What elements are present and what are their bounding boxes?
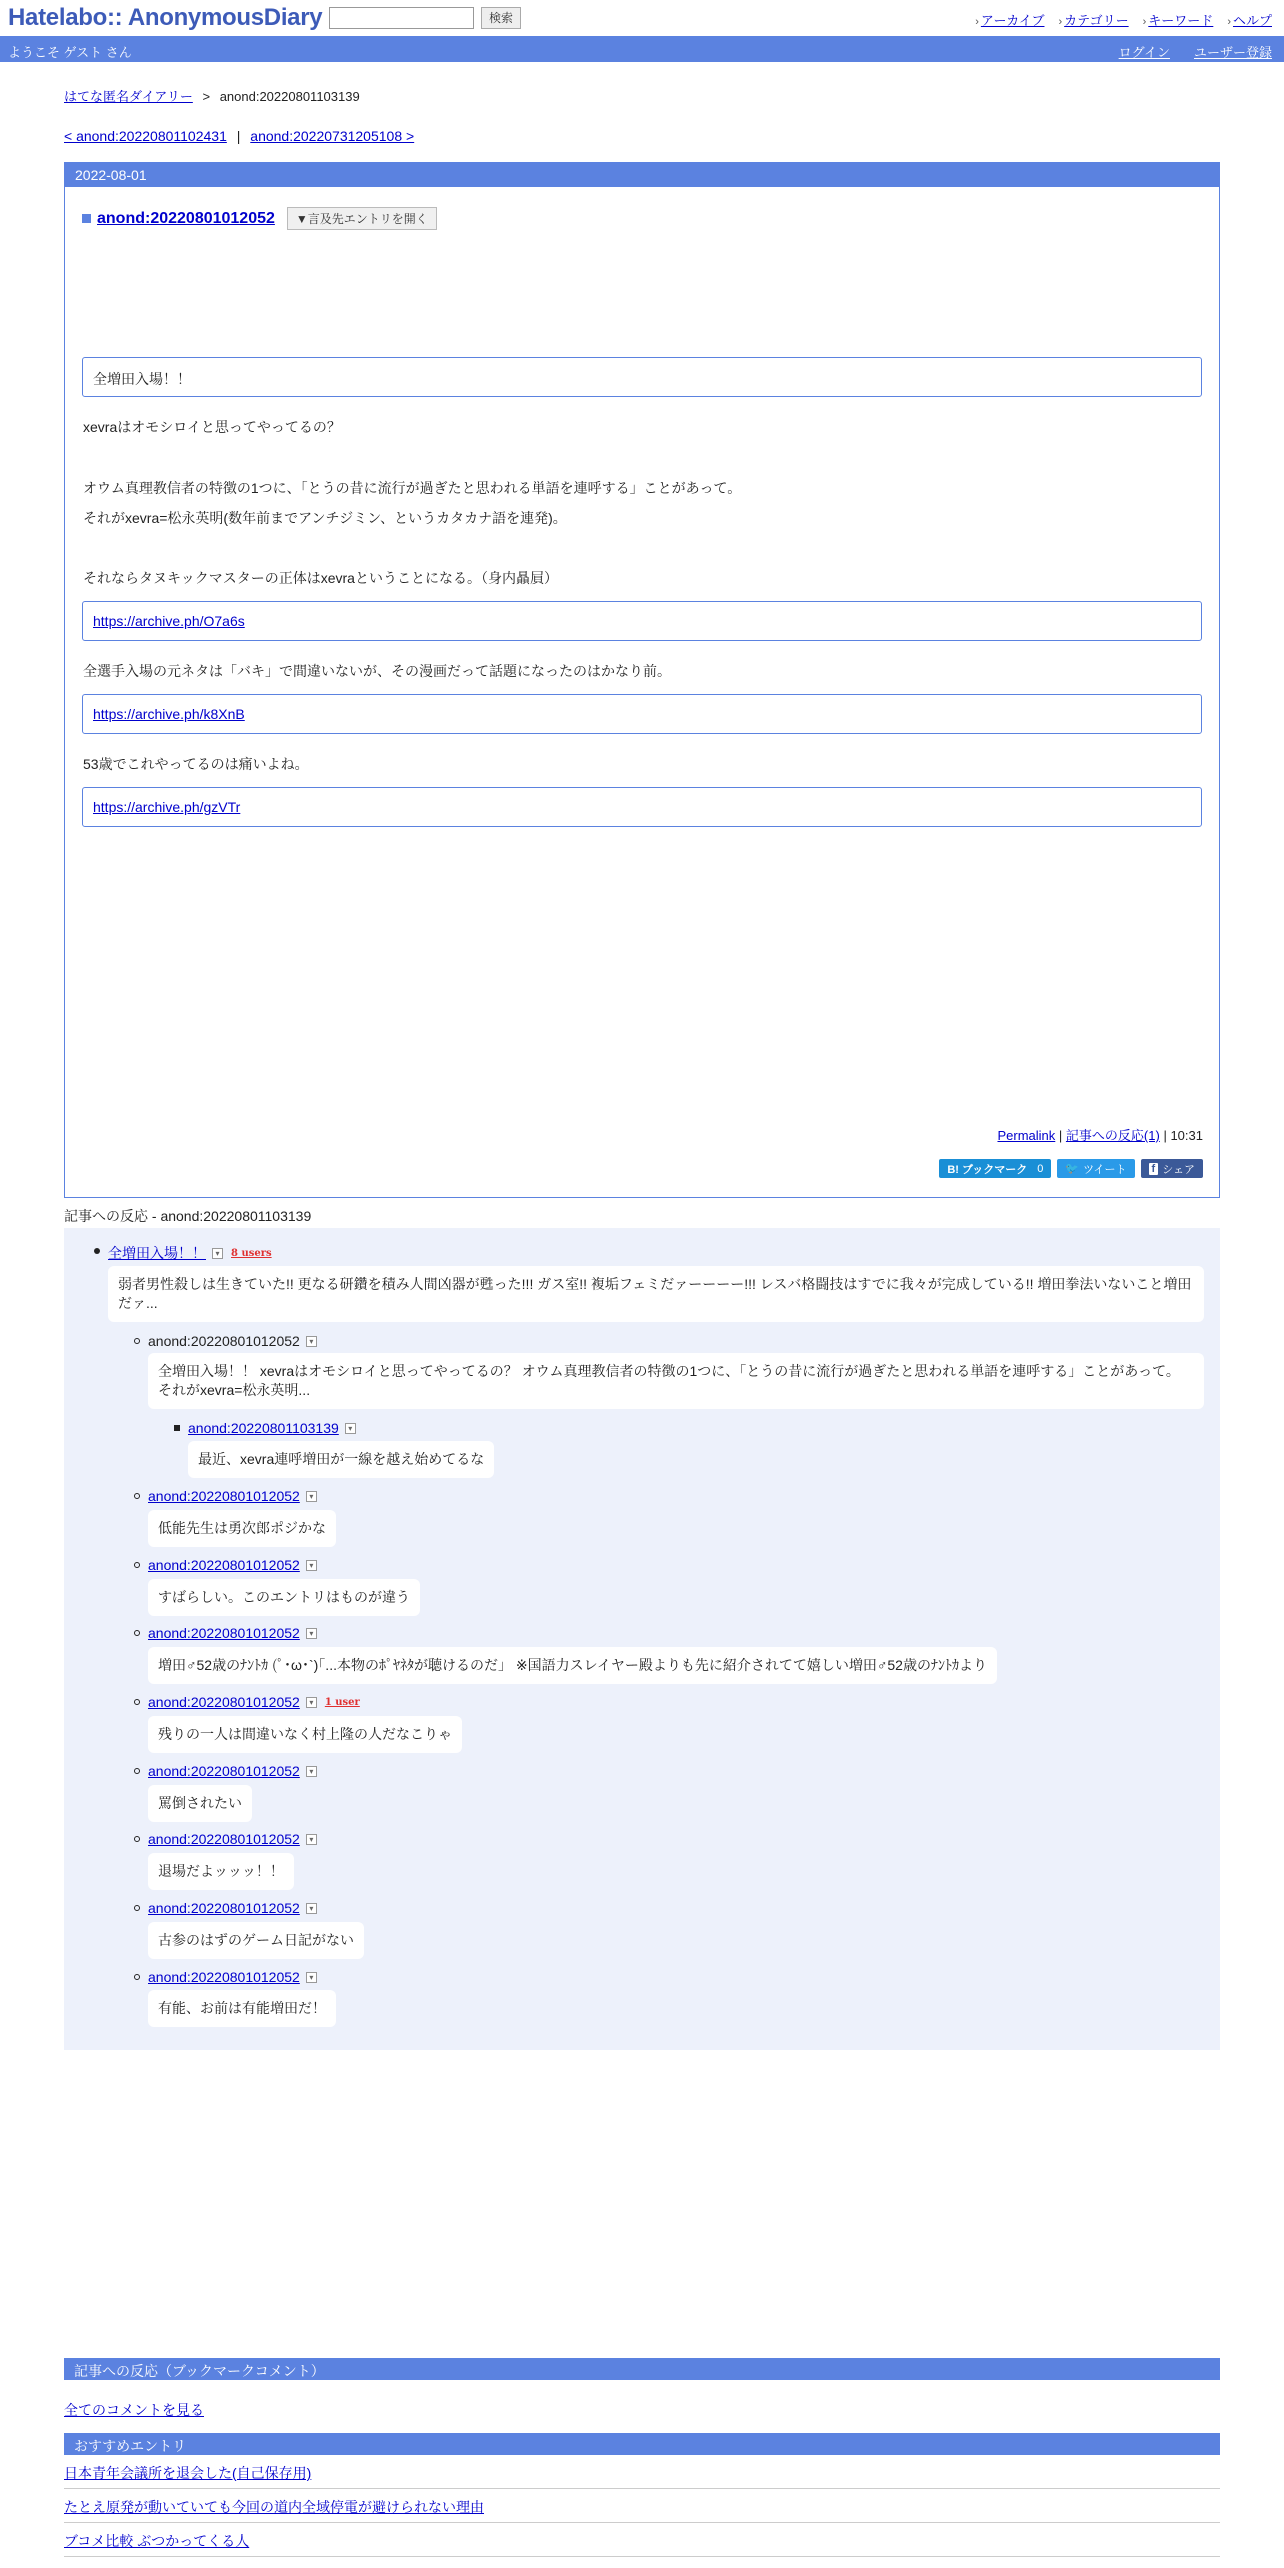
register-link[interactable]: ユーザー登録: [1193, 45, 1272, 60]
entry-paragraph: xevraはオモシロイと思ってやってるの？: [83, 419, 341, 435]
response-id-link[interactable]: anond:20220801012052: [148, 1831, 300, 1847]
response-root-title[interactable]: 全増田入場！！: [108, 1245, 206, 1261]
bookmark-comments-header: 記事への反応（ブックマークコメント）: [64, 2358, 1220, 2380]
search-button[interactable]: 検索: [481, 7, 521, 29]
next-entry-link[interactable]: anond:20220731205108 >: [250, 128, 415, 144]
entry-footer-links: [997, 1125, 1203, 1144]
responses-header: 記事への反応 - anond:20220801103139: [64, 1206, 1220, 1230]
response-bubble: 古参のはずのゲーム日記がない: [148, 1922, 364, 1959]
twitter-bird-icon: 🐦: [1065, 1163, 1080, 1175]
circle-bullet-icon: [134, 1562, 140, 1568]
top-bar: [0, 0, 1284, 36]
circle-bullet-icon: [134, 1699, 140, 1705]
entry-paragraph: 53歳でこれやってるのは痛いよね。: [83, 756, 309, 772]
response-item: [148, 1900, 317, 1916]
pager-separator: |: [236, 128, 241, 144]
user-bar: [0, 36, 1284, 62]
login-link[interactable]: ログイン: [1118, 45, 1170, 60]
dropdown-icon[interactable]: ▾: [306, 1972, 317, 1983]
entry-title[interactable]: anond:20220801012052: [97, 209, 275, 227]
link-block: [82, 787, 1202, 827]
dropdown-icon[interactable]: ▾: [306, 1903, 317, 1914]
circle-bullet-icon: [134, 1630, 140, 1636]
response-root: [108, 1243, 272, 1263]
site-logo[interactable]: Hatelabo:: AnonymousDiary: [8, 4, 323, 31]
response-bubble: 退場だよッッッ！！: [148, 1853, 294, 1890]
nav-keyword[interactable]: キーワード: [1148, 13, 1214, 28]
facebook-icon: f: [1149, 1163, 1159, 1175]
reactions-link[interactable]: 記事への反応(1): [1065, 1128, 1160, 1143]
entry-pager: [64, 128, 414, 144]
dropdown-icon[interactable]: ▾: [306, 1766, 317, 1777]
response-bubble: 弱者男性殺しは生きていた!! 更なる研鑽を積み人間凶器が甦った!!! ガス室!! 複垢フェミだァーーーー!!! レスバ格闘技はすでに我々が完成している!! 増田拳法いないこと増田だァ...: [108, 1266, 1204, 1322]
welcome-text: ようこそ ゲスト さん: [8, 45, 132, 60]
response-item: [148, 1557, 317, 1573]
recommended-link[interactable]: たとえ原発が動いていても今回の道内全域停電が避けられない理由: [64, 2499, 484, 2515]
response-bubble: 全増田入場！！ xevraはオモシロイと思ってやってるの？ オウム真理教信者の特徴の1つに、「とうの昔に流行が過ぎたと思われる単語を連呼する」ことがあって。 それがxevra=松永英明...: [148, 1353, 1204, 1409]
circle-bullet-icon: [134, 1338, 140, 1344]
response-bubble: 有能、お前は有能増田だ！: [148, 1990, 336, 2027]
recommended-item: [64, 2497, 1220, 2523]
response-id-link[interactable]: anond:20220801012052: [148, 1488, 300, 1504]
hatena-bookmark-button[interactable]: [939, 1159, 1051, 1178]
dropdown-icon[interactable]: ▾: [306, 1336, 317, 1347]
response-id-link[interactable]: anond:20220801012052: [148, 1900, 300, 1916]
share-label: シェア: [1162, 1163, 1195, 1176]
search-input[interactable]: [329, 7, 474, 29]
response-item: [148, 1694, 360, 1710]
response-bubble: 増田♂52歳のﾅﾝﾄｶ (ﾟ･ω･`)｢...本物のﾎﾟﾔﾈﾀが聴けるのだ」 ※国語力スレイヤー殿よりも先に紹介されてて嬉しい増田♂52歳のﾅﾝﾄｶより: [148, 1647, 997, 1684]
dropdown-icon[interactable]: ▾: [306, 1491, 317, 1502]
nav-archive[interactable]: アーカイブ: [980, 13, 1045, 28]
entry-date: 2022-08-01: [65, 163, 1219, 187]
square-bullet-icon: [82, 214, 91, 223]
circle-bullet-icon: [134, 1905, 140, 1911]
breadcrumb-separator: >: [202, 89, 211, 104]
top-nav: [975, 10, 1272, 29]
response-bubble: 残りの一人は間違いなく村上隆の人だなこりゃ: [148, 1716, 462, 1753]
bookmark-users-count[interactable]: 8 users: [231, 1247, 272, 1259]
disc-bullet-icon: [94, 1248, 100, 1254]
tweet-button[interactable]: [1057, 1159, 1134, 1178]
breadcrumb-home[interactable]: はてな匿名ダイアリー: [64, 89, 193, 104]
entry-box: [64, 162, 1220, 1198]
dropdown-icon[interactable]: ▾: [306, 1697, 317, 1708]
dropdown-icon[interactable]: ▾: [306, 1560, 317, 1571]
entry-paragraph: オウム真理教信者の特徴の1つに、「とうの昔に流行が過ぎたと思われる単語を連呼する」ことがあって。: [83, 480, 742, 496]
chevron-right-icon: ›: [1058, 16, 1063, 28]
dropdown-icon[interactable]: ▾: [345, 1423, 356, 1434]
response-id: anond:20220801012052: [148, 1333, 300, 1349]
tweet-label: ツイート: [1083, 1163, 1127, 1176]
response-id-link[interactable]: anond:20220801103139: [188, 1420, 339, 1436]
dropdown-icon[interactable]: ▾: [306, 1834, 317, 1845]
response-bubble: 最近、xevra連呼増田が一線を越え始めてるな: [188, 1441, 494, 1478]
circle-bullet-icon: [134, 1974, 140, 1980]
footer-separator: |: [1163, 1128, 1167, 1143]
dropdown-icon[interactable]: ▾: [212, 1248, 223, 1259]
permalink[interactable]: Permalink: [997, 1128, 1056, 1143]
response-item: [148, 1625, 317, 1641]
response-item: [188, 1420, 356, 1436]
response-item: [148, 1831, 317, 1847]
bookmark-users-count[interactable]: 1 user: [324, 1696, 360, 1708]
link-block: [82, 601, 1202, 641]
link-block: [82, 694, 1202, 734]
recommended-item: [64, 2463, 1220, 2489]
hatena-bookmark-label: B! ブックマーク: [947, 1163, 1028, 1176]
entry-title-row: [82, 207, 437, 230]
breadcrumb: [64, 86, 360, 105]
all-comments-link[interactable]: 全てのコメントを見る: [64, 2402, 204, 2418]
response-item: [148, 1763, 317, 1779]
recommended-item: [64, 2531, 1220, 2557]
entry-paragraph: それがxevra=松永英明(数年前までアンチジミン、というカタカナ語を連発)。: [83, 510, 567, 526]
archive-link[interactable]: https://archive.ph/k8XnB: [93, 706, 245, 722]
share-buttons: [939, 1159, 1203, 1178]
archive-link[interactable]: https://archive.ph/O7a6s: [93, 613, 245, 629]
circle-bullet-icon: [134, 1836, 140, 1842]
response-bubble: 低能先生は勇次郎ポジかな: [148, 1510, 336, 1547]
square-bullet-icon: [174, 1425, 180, 1431]
entry-paragraph: それならタヌキックマスターの正体はxevraということになる。（身内贔屓）: [83, 570, 558, 586]
response-bubble: すばらしい。このエントリはものが違う: [148, 1579, 420, 1616]
recommended-header: おすすめエントリ: [64, 2433, 1220, 2455]
response-id-link[interactable]: anond:20220801012052: [148, 1694, 300, 1710]
responses-tree: [64, 1228, 1220, 2050]
prev-entry-link[interactable]: < anond:20220801102431: [64, 128, 227, 144]
chevron-right-icon: ›: [1142, 16, 1147, 28]
response-id-link[interactable]: anond:20220801012052: [148, 1557, 300, 1573]
entry-paragraph: 全選手入場の元ネタは「バキ」で間違いないが、その漫画だって話題になったのはかなり前。: [83, 663, 671, 679]
breadcrumb-current: anond:20220801103139: [219, 89, 360, 104]
footer-separator: |: [1058, 1128, 1063, 1143]
nav-help[interactable]: ヘルプ: [1232, 13, 1272, 28]
chevron-right-icon: ›: [975, 16, 979, 28]
entry-time: 10:31: [1170, 1128, 1203, 1143]
response-id-link[interactable]: anond:20220801012052: [148, 1969, 300, 1985]
circle-bullet-icon: [134, 1493, 140, 1499]
dropdown-icon[interactable]: ▾: [306, 1628, 317, 1639]
response-item: [148, 1969, 317, 1985]
response-bubble: 罵倒されたい: [148, 1785, 252, 1822]
chevron-right-icon: ›: [1227, 16, 1231, 28]
response-item: [148, 1488, 317, 1504]
archive-link[interactable]: https://archive.ph/gzVTr: [93, 799, 241, 815]
open-referenced-entry-button[interactable]: ▼言及先エントリを開く: [287, 207, 437, 230]
recommended-link[interactable]: ブコメ比較 ぶつかってくる人: [64, 2533, 250, 2549]
quote-text: 全増田入場！！: [93, 371, 191, 387]
nav-category[interactable]: カテゴリー: [1064, 13, 1129, 28]
facebook-share-button[interactable]: [1141, 1159, 1203, 1178]
response-id-link[interactable]: anond:20220801012052: [148, 1625, 300, 1641]
response-id-link[interactable]: anond:20220801012052: [148, 1763, 300, 1779]
bookmark-count: 0: [1037, 1162, 1044, 1175]
response-item: [148, 1333, 317, 1349]
recommended-link[interactable]: 日本青年会議所を退会した(自己保存用): [64, 2465, 312, 2481]
circle-bullet-icon: [134, 1768, 140, 1774]
quote-block: [82, 357, 1202, 397]
